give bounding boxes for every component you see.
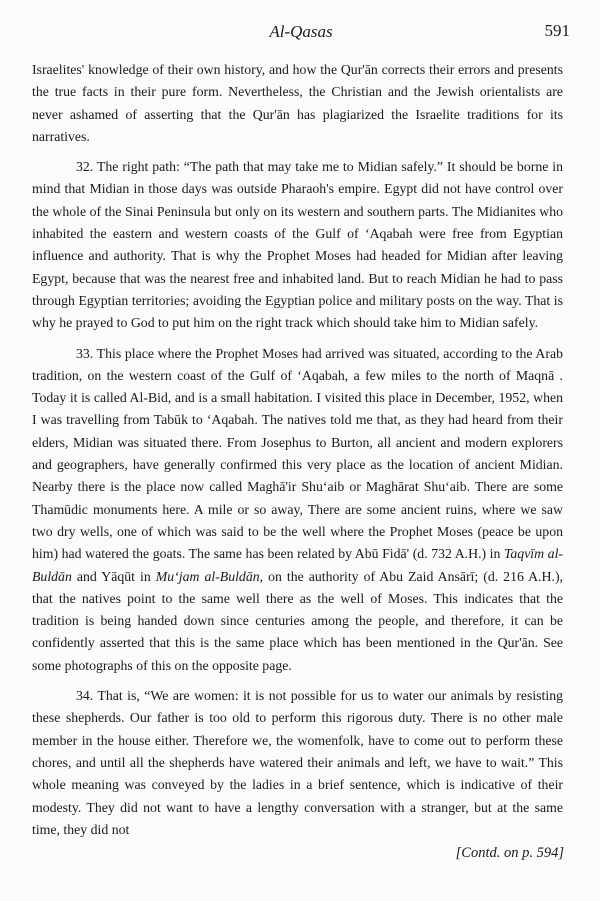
paragraph-intro: Israelites' knowledge of their own history, and how the Qur'ān corrects their errors and presents the true facts in their pure form. Nevertheless, the Christian and the Jewish orientalists are never ashamed of asserting that the Qur'ān has plagiarized the Israelite traditions for its narratives. (32, 62, 563, 144)
body-text (32, 59, 563, 849)
book-title-taqvim: Taqvīm al-Buldān (32, 546, 563, 584)
note-33-text-a: 33. This place where the Prophet Moses had arrived was situated, according to the Arab tradition, on the western coast of the Gulf of ‘Aqabah, a few miles to the north of Maqnā . Today it is called Al-Bid, and is a small habitation. I visited this place in December, 1952, when I was travelling from Tabūk to ‘Aqabah. The natives told me that, as they had heard from their elders, Midian was situated there. From Josephus to Burton, all ancient and modern explorers and geographers, have generally confirmed this very place as the location of ancient Midian. Nearby there is the place now called Maghā'ir Shu‘aib or Maghārat Shu‘aib. There are some Thamūdic monuments here. A mile or so away, There are some ancient ruins, where we saw two dry wells, one of which was said to be the well where the Prophet Moses (peace be upon him) had watered the goats. The same has been related by Abū Fidā' (d. 732 A.H.) in (32, 345, 563, 562)
continued-note: [Contd. on p. 594] (455, 845, 564, 861)
note-34: 34. That is, “We are women: it is not possible for us to water our animals by resisting these shepherds. Our father is too old to perform this rigorous duty. There is no other male member in the house either. Therefore we, the womenfolk, have to come out to perform these chores, and until all the shepherds have watered their animals and left, we have to wait.” This whole meaning was conveyed by the ladies in a brief sentence, which is indicative of their modesty. They did not want to have a lengthy conversation with a stranger, but at the same time, they did not (32, 688, 563, 837)
note-32: 32. The right path: “The path that may take me to Midian safely.” It should be borne in mind that Midian in those days was outside Pharaoh's empire. Egypt did not have control over the whole of the Sinai Peninsula but only on its western and southern parts. The Midianites who inhabited the eastern and western coasts of the Gulf of ‘Aqabah were free from Egyptian influence and authority. That is why the Prophet Moses had headed for Midian after leaving Egypt, because that was the nearest free and inhabited land. But to reach Midian he had to pass through Egyptian territories; avoiding the Egyptian police and military posts on the way. That is why he prayed to God to put him on the right track which should take him to Midian safely. (32, 159, 563, 331)
note-33 (32, 343, 563, 677)
page-header (32, 18, 570, 44)
running-title: Al-Qasas (269, 22, 333, 41)
book-title-mujam: Mu‘jam al-Buldān, (155, 568, 264, 584)
note-33-text-c: on the authority of Abu Zaid Ansārī; (d. 216 A.H.), that the natives point to the same well there as the well of Moses. This indicates that the tradition is being handed down since centuries among the people, and therefore, it can be confidently asserted that this is the same place which has been mentioned in the Qur'ān. See some photographs of this on the opposite page. (32, 568, 563, 673)
page-number: 591 (544, 21, 570, 40)
note-33-text-b: and Yāqūt in (71, 568, 156, 584)
